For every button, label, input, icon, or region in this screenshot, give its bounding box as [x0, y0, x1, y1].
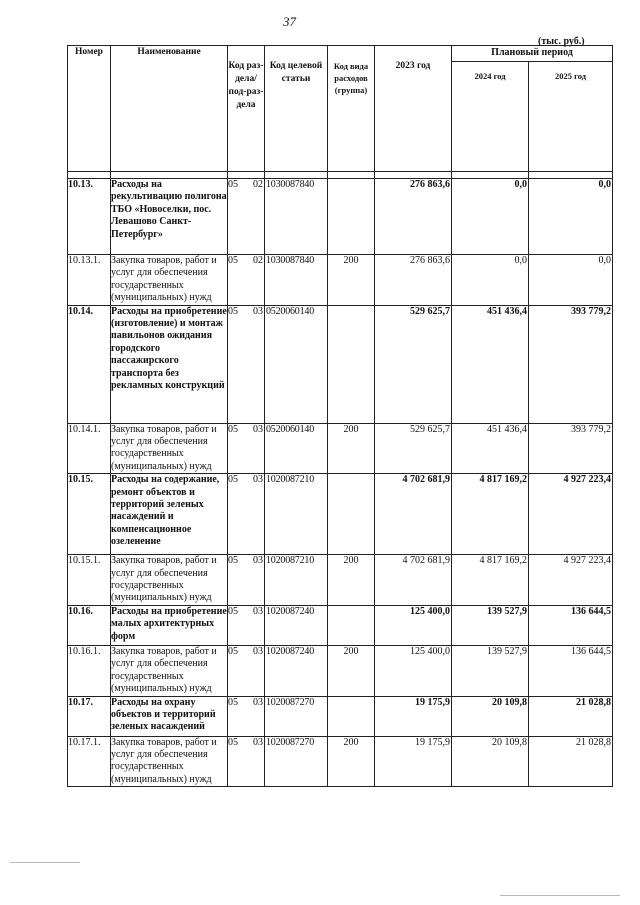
- row-value-2023: 125 400,0: [375, 645, 452, 696]
- row-expense-type: [328, 305, 375, 423]
- table-row: [68, 423, 613, 474]
- table-row: [68, 605, 613, 645]
- row-number: 10.14.1.: [68, 423, 111, 474]
- row-value-2023: 125 400,0: [375, 605, 452, 645]
- header-spacer-row: [68, 172, 613, 179]
- row-target-code: 0520060140: [265, 305, 328, 423]
- row-expense-type: [328, 474, 375, 555]
- row-number: 10.17.: [68, 696, 111, 736]
- row-number: 10.13.1.: [68, 255, 111, 306]
- row-value-2023: 19 175,9: [375, 736, 452, 787]
- table-row: [68, 474, 613, 555]
- row-section: 05: [228, 696, 244, 736]
- header-name: Наименование: [111, 46, 228, 172]
- row-expense-type: 200: [328, 736, 375, 787]
- table-row: [68, 736, 613, 787]
- row-subsection: 02: [244, 179, 265, 255]
- row-expense-type: [328, 179, 375, 255]
- row-value-2025: 0,0: [529, 255, 613, 306]
- row-value-2024: 4 817 169,2: [452, 555, 529, 606]
- row-number: 10.15.1.: [68, 555, 111, 606]
- row-subsection: 03: [244, 736, 265, 787]
- header-row: [68, 46, 613, 62]
- page-number: 37: [283, 14, 296, 29]
- row-value-2024: 20 109,8: [452, 696, 529, 736]
- row-target-code: 1020087210: [265, 474, 328, 555]
- row-name: Закупка товаров, работ и услуг для обеспечения государственных (муниципальных) нужд: [111, 423, 228, 474]
- row-section: 05: [228, 736, 244, 787]
- row-section: 05: [228, 555, 244, 606]
- row-section: 05: [228, 605, 244, 645]
- row-section: 05: [228, 423, 244, 474]
- row-number: 10.14.: [68, 305, 111, 423]
- row-value-2025: 4 927 223,4: [529, 555, 613, 606]
- row-name: Расходы на приобретение (изготовление) и монтаж павильонов ожидания городского пассажирского транспорта без рекламных конструкций: [111, 305, 228, 423]
- row-section: 05: [228, 179, 244, 255]
- row-value-2025: 136 644,5: [529, 605, 613, 645]
- row-value-2024: 139 527,9: [452, 605, 529, 645]
- row-value-2024: 451 436,4: [452, 423, 529, 474]
- table-row: [68, 305, 613, 423]
- row-section: 05: [228, 305, 244, 423]
- row-target-code: 1020087270: [265, 696, 328, 736]
- row-value-2025: 0,0: [529, 179, 613, 255]
- row-name: Расходы на содержание, ремонт объектов и территорий зеленых насаждений и компенсационное озеленение: [111, 474, 228, 555]
- header-expense-type: Код вида расходов (группа): [328, 46, 375, 172]
- header-year-2023: 2023 год: [375, 46, 452, 172]
- row-target-code: 1020087210: [265, 555, 328, 606]
- row-value-2023: 19 175,9: [375, 696, 452, 736]
- row-section: 05: [228, 474, 244, 555]
- row-value-2023: 4 702 681,9: [375, 474, 452, 555]
- row-subsection: 03: [244, 474, 265, 555]
- row-section: 05: [228, 255, 244, 306]
- header-number: Номер: [68, 46, 111, 172]
- row-value-2025: 21 028,8: [529, 736, 613, 787]
- row-number: 10.13.: [68, 179, 111, 255]
- header-section: Код раз-дела/ под-раз-дела: [228, 46, 265, 172]
- row-target-code: 0520060140: [265, 423, 328, 474]
- header-year-2024: 2024 год: [452, 62, 529, 172]
- row-target-code: 1020087240: [265, 605, 328, 645]
- row-name: Закупка товаров, работ и услуг для обеспечения государственных (муниципальных) нужд: [111, 555, 228, 606]
- row-value-2025: 21 028,8: [529, 696, 613, 736]
- table-row: [68, 645, 613, 696]
- row-value-2023: 276 863,6: [375, 255, 452, 306]
- row-expense-type: 200: [328, 645, 375, 696]
- row-name: Закупка товаров, работ и услуг для обеспечения государственных (муниципальных) нужд: [111, 645, 228, 696]
- row-value-2024: 0,0: [452, 179, 529, 255]
- row-subsection: 03: [244, 555, 265, 606]
- row-value-2025: 4 927 223,4: [529, 474, 613, 555]
- table-row: [68, 255, 613, 306]
- row-number: 10.16.1.: [68, 645, 111, 696]
- header-planned-period: Плановый период: [452, 46, 613, 62]
- row-value-2023: 276 863,6: [375, 179, 452, 255]
- row-value-2024: 451 436,4: [452, 305, 529, 423]
- scan-artifact: [10, 862, 80, 863]
- row-subsection: 03: [244, 645, 265, 696]
- row-section: 05: [228, 645, 244, 696]
- row-target-code: 1020087270: [265, 736, 328, 787]
- row-expense-type: 200: [328, 423, 375, 474]
- row-value-2024: 4 817 169,2: [452, 474, 529, 555]
- row-expense-type: [328, 605, 375, 645]
- table-row: [68, 179, 613, 255]
- row-name: Закупка товаров, работ и услуг для обеспечения государственных (муниципальных) нужд: [111, 255, 228, 306]
- table-row: [68, 696, 613, 736]
- budget-table: [67, 45, 613, 787]
- row-value-2025: 136 644,5: [529, 645, 613, 696]
- row-value-2023: 529 625,7: [375, 305, 452, 423]
- row-subsection: 03: [244, 605, 265, 645]
- header-year-2025: 2025 год: [529, 62, 613, 172]
- row-expense-type: [328, 696, 375, 736]
- row-value-2023: 4 702 681,9: [375, 555, 452, 606]
- units-label: (тыс. руб.): [538, 36, 585, 47]
- row-subsection: 03: [244, 696, 265, 736]
- row-number: 10.16.: [68, 605, 111, 645]
- row-name: Расходы на рекультивацию полигона ТБО «Новоселки, пос. Левашово Санкт-Петербург»: [111, 179, 228, 255]
- row-number: 10.17.1.: [68, 736, 111, 787]
- scan-artifact: [500, 895, 620, 896]
- row-target-code: 1030087840: [265, 255, 328, 306]
- row-value-2024: 139 527,9: [452, 645, 529, 696]
- row-target-code: 1020087240: [265, 645, 328, 696]
- table-row: [68, 555, 613, 606]
- row-number: 10.15.: [68, 474, 111, 555]
- row-target-code: 1030087840: [265, 179, 328, 255]
- row-subsection: 02: [244, 255, 265, 306]
- row-value-2024: 20 109,8: [452, 736, 529, 787]
- row-value-2025: 393 779,2: [529, 423, 613, 474]
- row-subsection: 03: [244, 305, 265, 423]
- row-value-2023: 529 625,7: [375, 423, 452, 474]
- row-name: Закупка товаров, работ и услуг для обеспечения государственных (муниципальных) нужд: [111, 736, 228, 787]
- row-subsection: 03: [244, 423, 265, 474]
- row-expense-type: 200: [328, 555, 375, 606]
- row-name: Расходы на охрану объектов и территорий зеленых насаждений: [111, 696, 228, 736]
- header-target: Код целевой статьи: [265, 46, 328, 172]
- row-expense-type: 200: [328, 255, 375, 306]
- row-value-2024: 0,0: [452, 255, 529, 306]
- row-name: Расходы на приобретение малых архитектурных форм: [111, 605, 228, 645]
- row-value-2025: 393 779,2: [529, 305, 613, 423]
